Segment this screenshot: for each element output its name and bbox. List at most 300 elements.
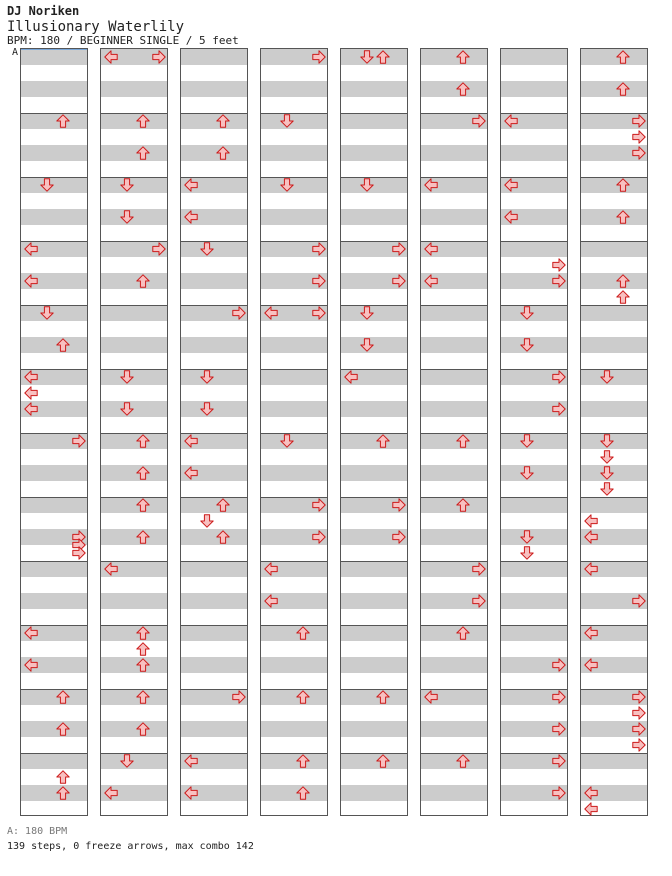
beat-stripe [501,625,567,641]
up-arrow-icon [216,146,230,160]
measure-line [181,369,247,370]
arrow-shape [457,755,469,767]
arrow-shape [73,547,85,559]
arrow-shape [57,339,69,351]
left-arrow-icon [264,594,278,608]
beat-stripe [21,81,87,97]
arrow-shape [137,691,149,703]
beat-stripe [261,753,327,769]
arrow-shape [121,179,133,191]
arrow-shape [25,275,37,287]
left-arrow-icon [24,370,38,384]
down-arrow-icon [200,402,214,416]
arrow-shape [281,115,293,127]
right-arrow-icon [312,50,326,64]
arrow-shape [521,307,533,319]
arrow-shape [553,723,565,735]
beat-stripe [421,49,487,65]
down-arrow-icon [280,434,294,448]
measure-line [101,113,167,114]
arrow-shape [601,435,613,447]
measure-line [341,305,407,306]
arrow-shape [25,387,37,399]
left-arrow-icon [24,626,38,640]
beat-stripe [101,529,167,545]
measure-line [341,753,407,754]
arrow-shape [393,243,405,255]
chart-summary: 139 steps, 0 freeze arrows, max combo 142 [7,841,254,852]
left-arrow-icon [264,562,278,576]
beat-stripe [501,305,567,321]
right-arrow-icon [632,146,646,160]
up-arrow-icon [376,690,390,704]
chart-column [580,48,648,816]
beat-stripe [341,49,407,65]
arrow-shape [361,179,373,191]
arrow-shape [57,115,69,127]
arrow-shape [553,755,565,767]
beat-stripe [101,689,167,705]
right-arrow-icon [552,402,566,416]
arrow-shape [137,531,149,543]
beat-stripe [261,785,327,801]
up-arrow-icon [456,498,470,512]
left-arrow-icon [184,178,198,192]
up-arrow-icon [616,210,630,224]
arrow-shape [585,803,597,815]
beat-stripe [581,433,647,449]
right-arrow-icon [632,722,646,736]
left-arrow-icon [584,514,598,528]
down-arrow-icon [120,370,134,384]
arrow-shape [521,467,533,479]
arrow-shape [425,179,437,191]
arrow-shape [633,131,645,143]
arrow-shape [457,83,469,95]
up-arrow-icon [136,658,150,672]
measure-line [21,113,87,114]
beat-stripe [261,337,327,353]
right-arrow-icon [312,274,326,288]
beat-stripe [21,785,87,801]
beat-stripe [341,145,407,161]
arrow-shape [105,51,117,63]
beat-stripe [421,529,487,545]
arrow-shape [553,403,565,415]
measure-line [341,433,407,434]
left-arrow-icon [584,562,598,576]
measure-line [181,625,247,626]
beat-stripe [341,81,407,97]
left-arrow-icon [584,626,598,640]
beat-stripe [421,785,487,801]
measure-line [261,433,327,434]
beat-stripe [501,497,567,513]
beat-stripe [421,81,487,97]
beat-stripe [101,113,167,129]
up-arrow-icon [56,786,70,800]
arrow-shape [553,691,565,703]
beat-stripe [21,49,87,65]
arrow-shape [185,787,197,799]
beat-stripe [421,721,487,737]
left-arrow-icon [104,786,118,800]
beat-stripe [101,305,167,321]
beat-stripe [581,209,647,225]
down-arrow-icon [520,546,534,560]
arrow-shape [633,723,645,735]
left-arrow-icon [104,50,118,64]
measure-line [581,177,647,178]
arrow-shape [633,115,645,127]
beat-stripe [581,337,647,353]
arrow-shape [553,275,565,287]
arrow-shape [57,723,69,735]
measure-line [21,177,87,178]
beat-stripe [101,465,167,481]
arrow-shape [121,755,133,767]
left-arrow-icon [184,210,198,224]
left-arrow-icon [584,530,598,544]
bpm-marker: A [12,47,19,58]
arrow-shape [25,627,37,639]
arrow-shape [313,243,325,255]
down-arrow-icon [40,178,54,192]
beat-stripe [181,529,247,545]
arrow-shape [425,275,437,287]
down-arrow-icon [600,450,614,464]
arrow-shape [633,707,645,719]
beat-stripe [21,689,87,705]
arrow-shape [457,627,469,639]
arrow-shape [521,339,533,351]
right-arrow-icon [552,370,566,384]
beat-stripe [581,273,647,289]
arrow-shape [137,275,149,287]
arrow-shape [617,291,629,303]
beat-stripe [421,145,487,161]
measure-line [501,561,567,562]
up-arrow-icon [616,178,630,192]
left-arrow-icon [424,242,438,256]
right-arrow-icon [472,114,486,128]
arrow-shape [217,115,229,127]
up-arrow-icon [616,50,630,64]
right-arrow-icon [152,242,166,256]
right-arrow-icon [552,274,566,288]
chart-column [340,48,408,816]
chart-column [20,48,88,816]
up-arrow-icon [216,530,230,544]
up-arrow-icon [136,722,150,736]
beat-stripe [261,369,327,385]
beat-stripe [341,433,407,449]
chart-column [100,48,168,816]
arrow-shape [137,467,149,479]
beat-stripe [501,529,567,545]
arrow-shape [425,691,437,703]
down-arrow-icon [120,210,134,224]
right-arrow-icon [472,594,486,608]
arrow-shape [601,451,613,463]
arrow-shape [201,371,213,383]
chart-column [260,48,328,816]
left-arrow-icon [264,306,278,320]
left-arrow-icon [504,178,518,192]
measure-line [341,625,407,626]
beat-stripe [341,465,407,481]
right-arrow-icon [632,130,646,144]
beat-stripe [421,625,487,641]
beat-stripe [101,145,167,161]
right-arrow-icon [632,594,646,608]
up-arrow-icon [136,626,150,640]
measure-line [181,241,247,242]
down-arrow-icon [200,514,214,528]
arrow-shape [361,307,373,319]
right-arrow-icon [392,498,406,512]
beat-stripe [181,593,247,609]
beat-stripe [341,113,407,129]
left-arrow-icon [424,690,438,704]
beat-stripe [581,177,647,193]
arrow-shape [153,243,165,255]
up-arrow-icon [376,434,390,448]
beat-stripe [101,369,167,385]
measure-line [101,177,167,178]
arrow-shape [617,83,629,95]
arrow-shape [233,691,245,703]
measure-line [501,241,567,242]
measure-line [341,113,407,114]
arrow-shape [121,211,133,223]
measure-line [101,497,167,498]
beat-stripe [341,753,407,769]
beat-stripe [341,561,407,577]
arrow-shape [601,371,613,383]
arrow-shape [521,435,533,447]
up-arrow-icon [136,530,150,544]
arrow-shape [297,691,309,703]
beat-stripe [421,433,487,449]
measure-line [421,433,487,434]
arrow-shape [313,499,325,511]
beat-stripe [581,49,647,65]
arrow-shape [25,403,37,415]
arrow-shape [217,147,229,159]
beat-stripe [181,81,247,97]
chart-column [180,48,248,816]
arrow-shape [41,179,53,191]
measure-line [101,689,167,690]
beat-stripe [101,657,167,673]
arrow-shape [297,787,309,799]
measure-line [181,561,247,562]
arrow-shape [457,51,469,63]
right-arrow-icon [552,258,566,272]
right-arrow-icon [632,114,646,128]
up-arrow-icon [136,690,150,704]
arrow-shape [585,515,597,527]
down-arrow-icon [120,754,134,768]
right-arrow-icon [552,786,566,800]
beat-stripe [501,241,567,257]
arrow-shape [505,179,517,191]
arrow-shape [297,755,309,767]
left-arrow-icon [184,466,198,480]
arrow-shape [265,307,277,319]
arrow-shape [457,435,469,447]
up-arrow-icon [136,146,150,160]
up-arrow-icon [616,290,630,304]
measure-line [261,113,327,114]
beat-stripe [501,465,567,481]
beat-stripe [181,401,247,417]
right-arrow-icon [632,706,646,720]
beat-stripe [421,497,487,513]
beat-stripe [341,305,407,321]
arrow-shape [185,435,197,447]
beat-stripe [261,721,327,737]
arrow-shape [473,563,485,575]
down-arrow-icon [280,114,294,128]
arrow-shape [313,51,325,63]
artist-name: DJ Noriken [7,4,80,18]
arrow-shape [137,115,149,127]
arrow-shape [57,787,69,799]
beat-stripe [181,497,247,513]
left-arrow-icon [504,210,518,224]
beat-stripe [421,657,487,673]
left-arrow-icon [584,802,598,816]
arrow-shape [393,499,405,511]
arrow-shape [633,691,645,703]
arrow-shape [185,211,197,223]
beat-stripe [261,465,327,481]
right-arrow-icon [552,754,566,768]
arrow-shape [313,531,325,543]
arrow-shape [617,51,629,63]
arrow-shape [633,595,645,607]
measure-line [21,689,87,690]
beat-stripe [581,81,647,97]
measure-line [261,177,327,178]
left-arrow-icon [24,242,38,256]
chart-column [500,48,568,816]
arrow-shape [601,467,613,479]
arrow-shape [505,115,517,127]
beat-stripe [181,625,247,641]
beat-stripe [101,593,167,609]
beat-stripe [261,689,327,705]
arrow-shape [601,483,613,495]
down-arrow-icon [40,306,54,320]
arrow-shape [505,211,517,223]
arrow-shape [553,259,565,271]
down-arrow-icon [600,466,614,480]
arrow-shape [521,547,533,559]
arrow-shape [377,51,389,63]
arrow-shape [617,211,629,223]
measure-line [21,753,87,754]
left-arrow-icon [184,754,198,768]
beat-stripe [581,465,647,481]
measure-line [181,113,247,114]
up-arrow-icon [456,754,470,768]
up-arrow-icon [296,786,310,800]
beat-stripe [101,81,167,97]
right-arrow-icon [392,274,406,288]
beat-stripe [101,177,167,193]
beat-stripe [101,721,167,737]
arrow-shape [41,307,53,319]
beat-stripe [421,465,487,481]
beat-stripe [341,625,407,641]
up-arrow-icon [56,690,70,704]
measure-line [21,305,87,306]
measure-line [341,177,407,178]
arrow-shape [137,499,149,511]
arrow-shape [585,627,597,639]
arrow-shape [361,51,373,63]
arrow-shape [553,371,565,383]
beat-stripe [101,209,167,225]
beat-stripe [261,113,327,129]
beat-stripe [261,81,327,97]
measure-line [341,561,407,562]
beat-stripe [581,369,647,385]
measure-line [581,497,647,498]
arrow-shape [25,243,37,255]
beat-stripe [261,209,327,225]
up-arrow-icon [456,50,470,64]
arrow-shape [361,339,373,351]
beat-stripe [501,433,567,449]
right-arrow-icon [312,530,326,544]
arrow-shape [553,787,565,799]
beat-stripe [101,273,167,289]
arrow-shape [137,643,149,655]
measure-line [421,625,487,626]
arrow-shape [585,787,597,799]
up-arrow-icon [376,754,390,768]
down-arrow-icon [200,242,214,256]
beat-stripe [101,337,167,353]
left-arrow-icon [24,274,38,288]
beat-stripe [501,145,567,161]
arrow-shape [425,243,437,255]
arrow-shape [153,51,165,63]
beat-stripe [421,305,487,321]
beat-stripe [101,433,167,449]
measure-line [181,497,247,498]
measure-line [21,497,87,498]
up-arrow-icon [56,722,70,736]
right-arrow-icon [312,242,326,256]
arrow-shape [473,595,485,607]
beat-stripe [181,241,247,257]
down-arrow-icon [360,338,374,352]
arrow-shape [585,563,597,575]
measure-line [101,753,167,754]
beat-stripe [421,753,487,769]
beat-stripe [181,273,247,289]
beat-stripe [21,209,87,225]
measure-line [261,689,327,690]
beat-stripe [341,209,407,225]
measure-line [21,561,87,562]
right-arrow-icon [232,306,246,320]
